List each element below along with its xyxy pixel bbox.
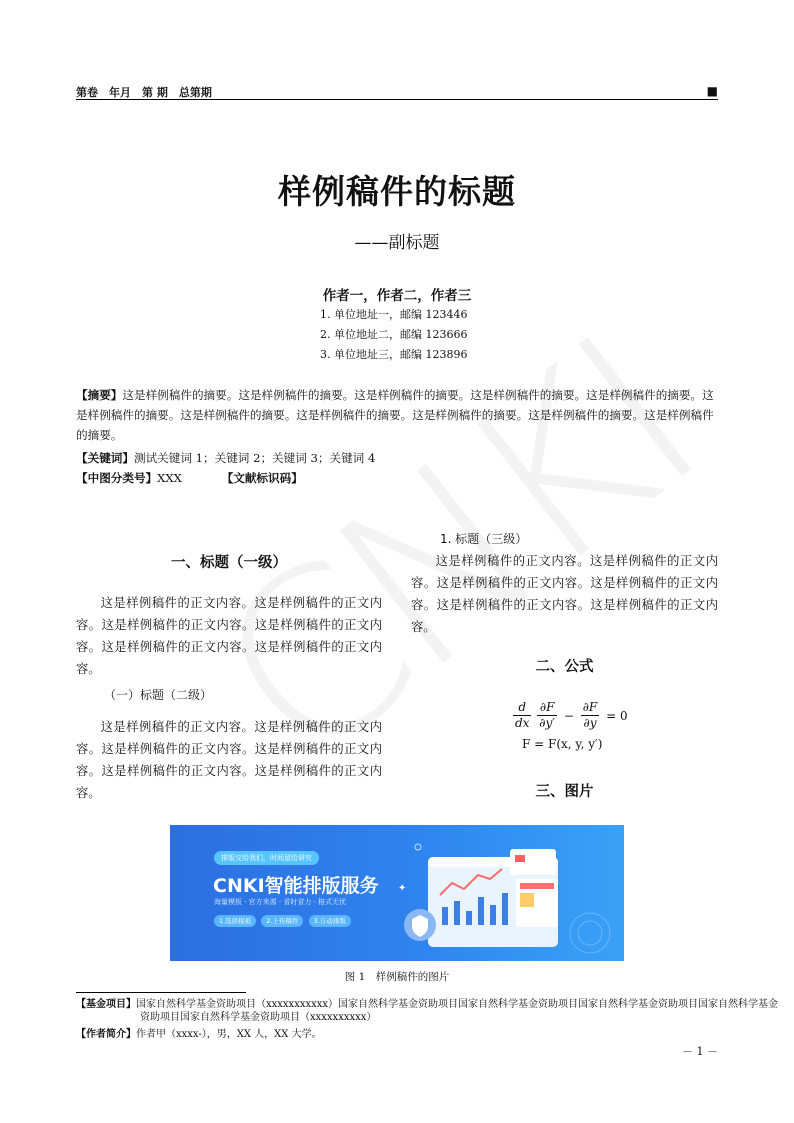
banner-steps [214,916,351,925]
banner-step-2: 2.上传稿件 [261,915,303,927]
section-1-1-heading: （一）标题（二级） [104,688,213,702]
author-bio-text: 作者甲（xxxx-），男，XX 人，XX 大学。 [136,1029,322,1040]
issue-line: 第卷 年月 第 期 总第期 [76,86,212,99]
affiliation-2: 2. 单位地址二，邮编 123666 [320,328,468,341]
equation-line-1: $\frac{d}{dx}$ $\frac{\partial F}{\partial y'}$ − $\frac{\partial F}{\partial y}$ = 0 [515,700,628,730]
formula-block [512,700,630,751]
banner-illustration [390,825,624,961]
equation-line-2: F = F(x, y, y′) [522,737,603,751]
banner-features: 海量模板 · 官方来源 · 省时省力 · 格式无忧 [214,898,347,906]
keywords-label: 【关键词】 [76,451,134,465]
section-1-1-paragraph: 这是样例稿件的正文内容。这是样例稿件的正文内容。这是样例稿件的正文内容。这是样例稿件的正文内容。这是样例稿件的正文内容。这是样例稿件的正文内容。 [76,720,382,800]
image-thumbnail-icon [520,893,534,907]
document-card-banner [520,883,554,889]
page-number: － 1 － [682,1045,718,1058]
section-1-1-1-heading: 1. 标题（三级） [440,532,528,546]
footnote-rule [76,992,246,993]
section-1-1-1-paragraph: 这是样例稿件的正文内容。这是样例稿件的正文内容。这是样例稿件的正文内容。这是样例稿件的正文内容。这是样例稿件的正文内容。这是样例稿件的正文内容。 [411,554,718,634]
bar-icon [502,893,508,925]
author-list: 作者一，作者二，作者三 [322,288,472,304]
section-1-heading: 一、标题（一级） [171,555,287,571]
keywords-text: 测试关键词 1；关键词 2；关键词 3；关键词 4 [133,451,376,465]
banner-tagline: 排版交给我们，时间留给研究 [214,851,319,865]
figure-caption: 图 1 样例稿件的图片 [344,971,450,983]
bar-icon [478,897,484,925]
bar-icon [442,907,448,925]
fund-text: 国家自然科学基金资助项目（xxxxxxxxxxx）国家自然科学基金资助项目国家自然科学基金资助项目国家自然科学基金资助项目国家自然科学基金资助项目国家自然科学基金资助项目（xxxxxxxxxx） [136,999,779,1023]
classification-label: 【中图分类号】 [76,471,158,485]
decor-circle [415,844,421,850]
abstract-label: 【摘要】 [76,388,123,402]
header-rule [76,99,718,100]
affiliation-3: 3. 单位地址三，邮编 123896 [320,348,468,361]
fund-footnote [76,998,782,1024]
abstract [76,385,718,445]
decor-ring [578,921,602,945]
section-1-paragraph: 这是样例稿件的正文内容。这是样例稿件的正文内容。这是样例稿件的正文内容。这是样例稿件的正文内容。这是样例稿件的正文内容。这是样例稿件的正文内容。 [76,596,382,676]
banner-step-3: 3.自动排版 [309,915,351,927]
fund-label: 【基金项目】 [76,999,136,1010]
classification [76,468,718,488]
paper-title: 样例稿件的标题 [278,172,516,211]
paper-subtitle: ——副标题 [354,233,440,253]
banner-step-1: 1.选择模板 [214,915,256,927]
corner-mark: ■ [706,84,718,98]
bar-icon [454,901,460,925]
classification-value: XXX [157,471,182,485]
section-3-heading: 三、图片 [535,784,594,800]
bar-icon [466,911,472,925]
author-bio-label: 【作者简介】 [76,1029,136,1040]
affiliation-1: 1. 单位地址一，邮编 123446 [320,308,468,321]
bar-icon [490,905,496,925]
notice-flag-icon [515,855,525,862]
decor-ring [570,913,610,953]
figure-banner [170,825,624,961]
doc-code-label: 【文献标识码】 [221,471,303,485]
banner-headline: CNKI智能排版服务 [213,875,379,897]
sparkle-icon: ✦ [398,883,407,894]
section-2-heading: 二、公式 [535,659,594,675]
author-footnote [76,1028,718,1041]
keywords [76,448,718,468]
running-header [76,84,718,100]
abstract-text: 这是样例稿件的摘要。这是样例稿件的摘要。这是样例稿件的摘要。这是样例稿件的摘要。这是样例稿件的摘要。这是样例稿件的摘要。这是样例稿件的摘要。这是样例稿件的摘要。这是样例稿件的摘要。这是样例稿件的摘要。这是样例稿件的摘要。 [76,388,714,442]
